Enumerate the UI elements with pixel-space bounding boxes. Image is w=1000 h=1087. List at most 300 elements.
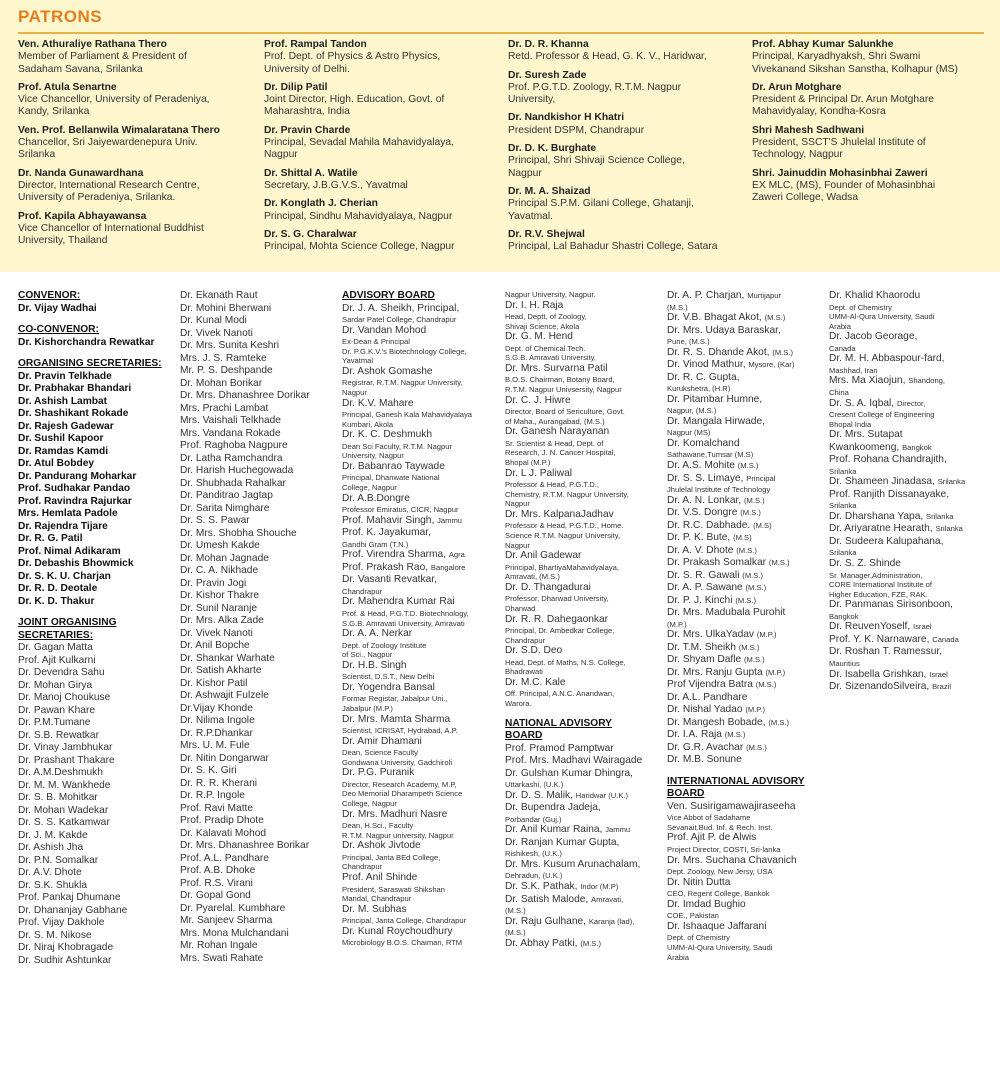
member-entry	[180, 865, 342, 878]
member-name: Dr. Shashikant Rokade	[18, 408, 129, 419]
member-detail: Off. Principal, A.N.C. Anandwan,	[505, 689, 615, 699]
member-entry	[667, 438, 829, 451]
member-name: Dr. Nitin Dutta	[667, 876, 731, 888]
member-entry	[180, 403, 342, 416]
member-detail: Chandrapur	[505, 635, 546, 645]
member-detail: R.T.M. Nagpur university, Nagpur	[342, 830, 454, 840]
member-location: Jammu	[605, 825, 631, 835]
member-name: Dr. Kunal Roychoudhury	[342, 925, 453, 937]
member-name: Dr. R. R. Kherani	[180, 777, 257, 789]
member-entry	[180, 378, 342, 391]
member-name: Dr. Amir Dhamani	[342, 735, 422, 747]
patron-column-2	[264, 39, 496, 259]
member-name: Dr. Pravin Jogi	[180, 577, 247, 589]
member-entry	[342, 872, 502, 885]
member-entry	[18, 717, 178, 730]
member-detail: Bhopal (M.P.)	[505, 458, 551, 468]
member-entry	[342, 461, 502, 474]
member-name: Dr. Gopal Gond	[180, 890, 251, 901]
member-name: Prof. R.S. Virani	[180, 877, 253, 889]
member-name: Dr. Mrs. Survarna Patil	[505, 362, 608, 374]
patron-affiliation: Technology, Nagpur	[752, 149, 843, 161]
member-entry	[505, 790, 665, 803]
member-detail: Arabia	[829, 321, 851, 331]
member-name: Prof. Pradip Dhote	[180, 815, 264, 826]
member-entry	[505, 859, 665, 872]
member-detail: Principal, Dr. Ambedkar College,	[505, 626, 615, 636]
member-name: Dr. Anil Bopche	[180, 640, 250, 651]
member-detail: Dept. of Chemistry	[829, 302, 892, 312]
member-name: Dr. H.B. Singh	[342, 659, 407, 671]
member-name: Prof. Ranjith Dissanayake,	[829, 488, 950, 500]
member-name: Mrs. Vaishali Telkhade	[180, 415, 281, 426]
member-entry	[505, 645, 665, 658]
member-entry	[180, 290, 342, 303]
member-detail: Bangkok	[829, 611, 859, 621]
member-detail: Dean, H.Sci., Faculty	[342, 821, 414, 831]
member-name: Dr. Mrs. Ranju Gupta	[667, 666, 766, 678]
member-entry	[667, 704, 829, 717]
member-detail: Professor Emiratus, CICR, Nagpur	[342, 505, 459, 515]
member-name: Dr. Mohan Jagnade	[180, 552, 269, 564]
member-location: Srilanka	[935, 524, 963, 534]
member-name: Dr. Ganesh Narayanan	[505, 426, 610, 438]
member-entry	[18, 892, 178, 905]
member-detail: Principal, Ganesh Kala Mahavidyalaya	[342, 410, 473, 420]
member-detail: China	[829, 387, 849, 397]
member-name: Dr. Kishor Thakre	[180, 590, 260, 601]
member-location: Karanja (lad),	[588, 916, 635, 926]
member-detail: Higher Education, FZE, RAK.	[829, 589, 928, 599]
member-entry	[180, 565, 342, 578]
member-name: Dr. Sunil Naranje	[180, 602, 258, 614]
member-name: Dr. Abhay Patki,	[505, 937, 581, 949]
member-name: Dr. Latha Ramchandra	[180, 452, 283, 464]
member-name: Dr. P.M.Tumane	[18, 717, 91, 728]
section-heading: NATIONAL ADVISORY	[505, 717, 612, 729]
member-name: Dr. Mangala Hirwade,	[667, 415, 765, 427]
member-entry	[342, 574, 502, 587]
member-name: Prof. Ajit P. de Alwis	[667, 832, 757, 844]
member-detail: Mandal, Chandrapur	[342, 894, 412, 904]
member-detail: Arabia	[667, 952, 689, 962]
member-name: Dr. Bupendra Jadeja,	[505, 802, 601, 814]
patron-affiliation: EX MLC, (MS), Founder of Mohasinbhai	[752, 179, 936, 191]
member-entry	[180, 340, 342, 353]
member-entry	[18, 855, 178, 868]
member-detail: Cresent College of Engineering	[829, 410, 935, 420]
member-name: Dr. A.B.Dongre	[342, 492, 410, 504]
member-entry	[829, 331, 994, 344]
member-detail: Sr. Scientist & Head, Dept. of	[505, 438, 604, 448]
member-entry	[180, 553, 342, 566]
member-entry	[180, 353, 342, 366]
member-detail: Sathawane,Tumsar (M.S)	[667, 450, 754, 460]
member-entry	[180, 678, 342, 691]
member-detail: College, Nagpur	[342, 799, 397, 809]
member-name: Mr. P. S. Deshpande	[180, 365, 273, 376]
patron-affiliation: University,	[508, 94, 556, 106]
member-location: (M.P.)	[765, 667, 786, 677]
member-detail: Scientist, D.S.T., New Delhi	[342, 672, 435, 682]
member-name: Dr. A.S. Mohite	[667, 460, 738, 472]
member-entry	[180, 903, 342, 916]
member-entry	[505, 824, 665, 837]
committee-column-4	[505, 290, 665, 950]
member-location: Jammu	[437, 515, 463, 525]
patron-entry	[508, 39, 746, 64]
member-location: Bangkok	[902, 442, 932, 452]
member-entry	[18, 842, 178, 855]
member-detail: R.T.M. Nagpur Univsersity, Nagpur	[505, 385, 622, 395]
member-entry	[180, 890, 342, 903]
patron-entry	[264, 39, 496, 76]
patron-affiliation: President, SSCT'S Jhulelal Institute of	[752, 137, 926, 149]
member-detail: Nagpur	[505, 499, 530, 509]
member-name: Dr. Ramdas Kamdi	[18, 445, 109, 457]
member-location: (M.P.)	[745, 705, 766, 715]
member-name: Mr. Sanjeev Sharma	[180, 915, 273, 926]
patron-affiliation: Vivekanand Sikshan Sanstha, Kolhapur (MS)	[752, 63, 958, 75]
patron-entry	[264, 229, 496, 254]
member-name: Dr. Imdad Bughio	[667, 898, 746, 910]
member-detail: Nagpur	[342, 387, 367, 397]
member-entry	[180, 715, 342, 728]
member-entry	[180, 878, 342, 891]
member-name: Dr. Pawan Khare	[18, 704, 96, 716]
patron-column-1	[18, 39, 250, 253]
member-entry	[18, 730, 178, 743]
patron-affiliation: Secretary, J.B.G.V.S., Yavatmal	[264, 179, 408, 191]
member-entry	[667, 359, 829, 372]
member-detail: Chandrapur	[342, 586, 383, 596]
member-name: Dr. ReuvenYoself,	[829, 621, 914, 633]
member-entry	[667, 801, 829, 814]
member-detail: (M.P.)	[667, 619, 687, 629]
member-name: Dr. S.B. Rewatkar	[18, 729, 99, 741]
member-entry	[667, 717, 829, 730]
member-entry	[829, 621, 994, 634]
member-entry	[667, 545, 829, 558]
member-entry	[180, 740, 342, 753]
member-name: Dr. Sudeera Kalupahana,	[829, 535, 944, 547]
member-name: Dr. Ranjan Kumar Gupta,	[505, 836, 620, 848]
member-location: Israel	[913, 622, 932, 632]
patron-entry	[18, 168, 250, 205]
member-entry	[667, 921, 829, 934]
patron-affiliation: Principal, Sevadal Mahila Mahavidyalaya,	[264, 137, 455, 149]
member-entry	[342, 714, 502, 727]
member-name: Dr. M.C. Kale	[505, 676, 566, 688]
member-entry	[180, 515, 342, 528]
member-detail: College, Nagpur	[342, 483, 397, 493]
member-detail: Sardar Patel College, Chandrapur	[342, 315, 457, 324]
patron-name: Prof. Kapila Abhayawansa	[18, 210, 147, 222]
member-name: Dr. S. B. Mohitkar	[18, 792, 98, 803]
member-entry	[667, 416, 829, 429]
patron-entry	[508, 143, 746, 180]
member-name: Dr. J. M. Kakde	[18, 829, 88, 841]
member-entry	[829, 489, 994, 502]
member-detail: S.G.B. Amravati University,	[505, 353, 597, 363]
member-name: Dr. J. A. Sheikh, Principal,	[342, 302, 460, 314]
member-detail: Uttarkashi, (U.K.)	[505, 780, 564, 790]
member-entry	[342, 840, 502, 853]
member-entry	[342, 904, 502, 917]
member-name: Dr. Kishorchandra Rewatkar	[18, 336, 155, 348]
member-detail: (M.S.)	[505, 906, 526, 915]
member-name: Dr. S. Z. Shinde	[829, 558, 901, 570]
patron-affiliation: Srilanka	[18, 149, 56, 161]
member-entry	[180, 503, 342, 516]
member-entry	[180, 628, 342, 641]
member-name: Dr. K. C. Deshmukh	[342, 429, 433, 441]
patron-name: Dr. D. R. Khanna	[508, 39, 589, 50]
member-entry	[342, 767, 502, 780]
member-entry	[829, 442, 994, 455]
member-entry	[829, 646, 994, 659]
member-name: Dr. R.P. Ingole	[180, 790, 245, 801]
member-entry	[667, 372, 829, 385]
member-entry	[505, 426, 665, 439]
member-entry	[180, 490, 342, 503]
member-entry	[18, 867, 178, 880]
member-location: (M.S)	[733, 533, 752, 543]
patron-affiliation: Joint Director, High. Education, Govt. of	[264, 94, 445, 106]
member-name: Dr. Mahendra Kumar Rai	[342, 596, 455, 608]
member-entry	[505, 614, 665, 627]
member-name: Dr. R.C. Dabhade.	[667, 519, 754, 531]
member-name: Dr. Mohan Wadekar	[18, 804, 109, 816]
member-detail: S.G.B. Amravati University, Amravati	[342, 618, 465, 628]
member-location: Principal	[746, 473, 776, 483]
member-name: Kwankoomeng,	[829, 441, 903, 453]
patron-affiliation: Principal, Sindhu Mahavidyalaya, Nagpur	[264, 210, 453, 222]
member-detail: Jabalpur (M.P.)	[342, 703, 393, 713]
member-entry	[829, 669, 994, 682]
member-name: Prof. Rohana Chandrajith,	[829, 454, 947, 466]
member-location: (M.S.)	[764, 313, 786, 323]
patron-affiliation: Prof. P.G.T.D. Zoology, R.T.M. Nagpur	[508, 81, 682, 93]
member-entry	[342, 515, 502, 528]
member-location: Haridwar (U.K.)	[575, 790, 629, 800]
committee-column-2	[180, 290, 342, 965]
member-name: Dr. C. A. Nikhade	[180, 565, 259, 576]
member-entry	[18, 667, 178, 680]
member-location: Amravati,	[591, 894, 624, 904]
patron-entry	[752, 125, 992, 162]
member-entry	[342, 682, 502, 695]
member-entry	[667, 325, 829, 338]
member-entry	[342, 596, 502, 609]
patron-entry	[18, 82, 250, 119]
member-name: Dr. Vinod Mathur,	[667, 359, 749, 371]
member-location: (M.S.)	[746, 742, 767, 752]
member-detail: Dean, Science Faculty	[342, 748, 418, 758]
patron-affiliation: Member of Parliament & President of	[18, 51, 187, 63]
member-entry	[667, 832, 829, 845]
member-name: Dr. Mrs. Shobha Shouche	[180, 527, 297, 539]
member-name: Mrs. Ma Xiaojun,	[829, 375, 909, 387]
patrons-title: PATRONS	[18, 7, 103, 26]
member-detail: Dept. of Chemical Tech.	[505, 343, 586, 353]
member-location: (M.S)	[753, 520, 772, 530]
patron-affiliation: University of Delhi.	[264, 63, 350, 75]
member-name: Dr. Ashish Lambat	[18, 395, 108, 407]
member-detail: Ex-Dean & Principal	[342, 337, 410, 347]
member-entry	[667, 729, 829, 742]
member-entry	[342, 398, 502, 411]
member-entry	[180, 803, 342, 816]
member-entry	[505, 331, 665, 344]
member-entry	[18, 792, 178, 805]
member-name: Dr. Vasanti Revatkar,	[342, 574, 437, 586]
member-name: Dr. Shankar Warhate	[180, 652, 275, 664]
member-entry	[505, 837, 665, 850]
section-heading: ORGANISING SECRETARIES:	[18, 358, 162, 369]
member-location: (M.S.)	[768, 558, 790, 568]
member-location: Srilanka	[926, 511, 954, 521]
member-location: Indor (M.P)	[580, 882, 619, 891]
member-entry	[18, 905, 178, 918]
member-entry	[18, 942, 178, 955]
member-name: Dr. Nilima Ingole	[180, 715, 255, 726]
member-entry	[342, 325, 502, 338]
member-name: Dr. Nishal Yadao	[667, 704, 746, 716]
member-name: Prof. Y. K. Narnaware,	[829, 633, 933, 645]
member-detail: Dept. of Zoology Institute	[342, 640, 427, 650]
member-name: Dr. P.G. Puranik	[342, 767, 415, 779]
member-name: Dr. Ashok Jivtode	[342, 840, 421, 852]
member-name: Mrs. Hemlata Padole	[18, 508, 118, 519]
member-name: Dr. Pandurang Moharkar	[18, 470, 137, 482]
patron-entry	[508, 186, 746, 223]
member-entry	[342, 303, 502, 316]
member-entry	[180, 690, 342, 703]
member-name: Dr. Mrs. Dhanashree Dorikar	[180, 390, 310, 401]
member-name: Dr. Vivek Nanoti	[180, 327, 253, 339]
patron-name: Dr. Suresh Zade	[508, 69, 587, 81]
member-name: Prof. Ajit Kulkarni	[18, 654, 96, 666]
member-name: Prof. Anil Shinde	[342, 872, 418, 883]
member-detail: Yavatmal	[342, 356, 374, 366]
patron-affiliation: Vice Chancellor of International Buddhist	[18, 222, 204, 234]
member-name: Dr. G.R. Avachar	[667, 741, 747, 753]
member-detail: Scientist, ICRISAT, Hydrabad, A.P.	[342, 726, 458, 736]
member-detail: Director, Board of Sericulture, Govt.	[505, 407, 625, 417]
member-name: Dr. Umesh Kakde	[180, 540, 260, 551]
member-name: Dr. Ashok Gomashe	[342, 365, 433, 377]
member-entry	[180, 365, 342, 378]
member-name: Dr. Kunal Modi	[180, 315, 247, 326]
member-name: Dr. Mrs. UlkaYadav	[667, 629, 757, 641]
patron-affiliation: Nagpur	[508, 167, 542, 179]
member-name: Dr. S. R. Gawali	[667, 569, 743, 581]
member-entry	[180, 853, 342, 866]
member-entry	[829, 681, 994, 694]
member-detail: (M.S.)	[667, 302, 688, 312]
member-entry	[667, 570, 829, 583]
member-name: Prof. Mahavir Singh,	[342, 514, 438, 526]
patron-affiliation: Nagpur	[264, 149, 298, 161]
member-name: Dr. Mrs. Dhanashree Borikar	[180, 840, 310, 851]
member-entry	[829, 511, 994, 524]
member-location: Srilanka	[937, 477, 966, 487]
member-entry	[342, 926, 502, 939]
member-entry	[667, 642, 829, 655]
member-entry	[18, 805, 178, 818]
member-name: Dr. A.V. Dhote	[18, 867, 82, 878]
member-location: (M.S.)	[736, 545, 757, 555]
member-entry	[342, 660, 502, 673]
patron-affiliation: President DSPM, Chandrapur	[508, 124, 645, 136]
member-entry	[180, 615, 342, 628]
member-name: Dr. Pravin Telkhade	[18, 370, 112, 382]
member-entry	[829, 558, 994, 571]
member-name: Dr. S. S. Katkamwar	[18, 817, 110, 828]
member-detail: Dehradun, (U.K.)	[505, 871, 563, 881]
section-heading: BOARD	[505, 730, 543, 742]
member-name: Dr. Ekanath Raut	[180, 290, 258, 301]
member-name: Dr. M. Subhas	[342, 903, 407, 915]
member-entry	[18, 955, 178, 968]
member-name: Dr. R. R. Dahegaonkar	[505, 613, 609, 625]
member-location: (M.S.)	[744, 655, 765, 665]
member-entry	[342, 493, 502, 506]
member-name: Dr. A.L. Pandhare	[667, 691, 748, 703]
member-name: Prof. Pramod Pamptwar	[505, 742, 614, 754]
member-detail: Warora.	[505, 699, 532, 709]
member-name: Dr. M. H. Abbaspour-fard,	[829, 353, 945, 365]
member-detail: Sr. Manager,Administration,	[829, 570, 923, 580]
member-entry	[342, 429, 502, 442]
member-location: (M.S.)	[738, 642, 760, 652]
member-name: Dr. Satish Malode,	[505, 893, 592, 905]
member-entry	[18, 767, 178, 780]
member-entry	[667, 507, 829, 520]
member-entry	[180, 315, 342, 328]
member-entry	[180, 328, 342, 341]
member-location: Mysore, (Kar)	[748, 360, 795, 370]
member-detail: Professor, Dharwad University,	[505, 594, 609, 604]
member-entry	[180, 953, 342, 966]
member-location: (M.S.)	[740, 508, 761, 518]
member-name: Dr. Shameen Jinadasa,	[829, 476, 938, 488]
member-name: Dr. Nitin Dongarwar	[180, 752, 269, 764]
member-name: Dr. V.B. Bhagat Akot,	[667, 312, 765, 324]
member-detail: Head, Dept. of Maths, N.S. College,	[505, 657, 626, 667]
member-entry	[180, 303, 342, 316]
member-name: Prof Vijendra Batra	[667, 679, 756, 691]
member-name: Mrs. Prachi Lambat	[180, 402, 269, 414]
member-entry	[180, 440, 342, 453]
member-detail: UMM-Al-Qura University, Saudi	[829, 312, 935, 322]
member-name: Dr. Vijay Wadhai	[18, 302, 97, 314]
member-detail: Principal, Dhanwate National	[342, 473, 440, 483]
patron-entry	[18, 39, 250, 76]
member-name: Dr. S.D. Deo	[505, 645, 563, 657]
patron-affiliation: Vice Chancellor, University of Peradeniya,	[18, 94, 210, 106]
member-entry	[505, 938, 665, 951]
committee-column-5	[667, 290, 829, 962]
member-name: Dr. Mrs. Suchana Chavanich	[667, 854, 797, 866]
member-name: Dr. Komalchand	[667, 437, 740, 449]
member-entry	[180, 390, 342, 403]
member-entry	[505, 768, 665, 781]
patron-affiliation: President & Principal Dr. Arun Motghare	[752, 94, 935, 106]
member-name: Dr. Ashish Jha	[18, 842, 84, 853]
member-entry	[180, 590, 342, 603]
